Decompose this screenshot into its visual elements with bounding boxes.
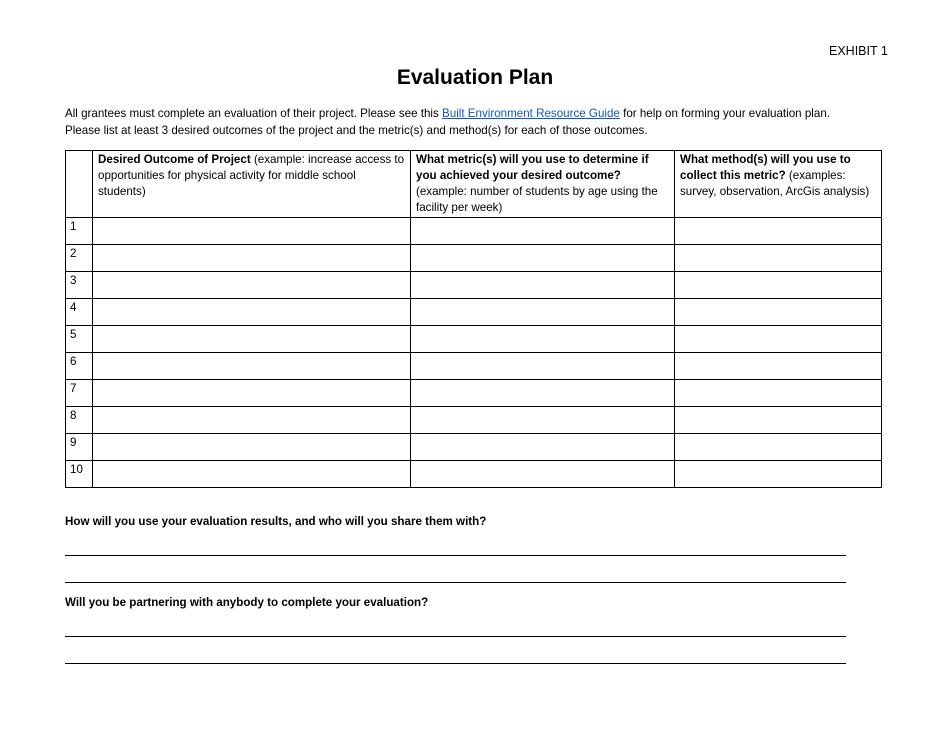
desired-outcome-cell[interactable] — [93, 326, 411, 353]
desired-outcome-cell[interactable] — [93, 407, 411, 434]
table-row — [66, 299, 882, 326]
table-body — [66, 218, 882, 488]
table-row — [66, 380, 882, 407]
header-desired-outcome — [93, 151, 411, 218]
metric-cell[interactable] — [411, 434, 675, 461]
row-number: 7 — [66, 380, 93, 407]
desired-outcome-cell[interactable] — [93, 245, 411, 272]
table-row — [66, 353, 882, 380]
row-number: 9 — [66, 434, 93, 461]
desired-outcome-cell[interactable] — [93, 218, 411, 245]
intro-paragraph — [65, 106, 895, 139]
desired-outcome-heading: Desired Outcome of Project — [98, 153, 251, 166]
table-row — [66, 434, 882, 461]
desired-outcome-cell[interactable] — [93, 461, 411, 488]
metric-cell[interactable] — [411, 245, 675, 272]
method-cell[interactable] — [675, 434, 882, 461]
metric-cell[interactable] — [411, 272, 675, 299]
row-number: 2 — [66, 245, 93, 272]
method-cell[interactable] — [675, 218, 882, 245]
answer-line-3[interactable] — [65, 636, 846, 637]
method-cell[interactable] — [675, 299, 882, 326]
row-number: 3 — [66, 272, 93, 299]
answer-line-4[interactable] — [65, 663, 846, 664]
header-metric — [411, 151, 675, 218]
table-row — [66, 218, 882, 245]
metric-cell[interactable] — [411, 380, 675, 407]
intro-line-1 — [65, 106, 895, 123]
desired-outcome-cell[interactable] — [93, 299, 411, 326]
table-row — [66, 326, 882, 353]
method-cell[interactable] — [675, 461, 882, 488]
method-cell[interactable] — [675, 245, 882, 272]
method-cell[interactable] — [675, 353, 882, 380]
evaluation-table — [65, 150, 882, 488]
metric-heading: What metric(s) will you use to determine if you achieved your desired outcome? — [416, 153, 649, 182]
metric-cell[interactable] — [411, 353, 675, 380]
page-title: Evaluation Plan — [396, 66, 554, 89]
method-cell[interactable] — [675, 272, 882, 299]
row-number: 4 — [66, 299, 93, 326]
metric-cell[interactable] — [411, 326, 675, 353]
method-cell[interactable] — [675, 326, 882, 353]
question-partnering: Will you be partnering with anybody to complete your evaluation? — [65, 596, 429, 609]
row-number: 6 — [66, 353, 93, 380]
metric-cell[interactable] — [411, 461, 675, 488]
desired-outcome-cell[interactable] — [93, 353, 411, 380]
table-row — [66, 245, 882, 272]
desired-outcome-cell[interactable] — [93, 434, 411, 461]
header-number-cell — [66, 151, 93, 218]
metric-example: (example: number of students by age using the facility per week) — [416, 185, 658, 214]
method-cell[interactable] — [675, 407, 882, 434]
intro-text-before-link: All grantees must complete an evaluation of their project. Please see this — [65, 107, 439, 120]
desired-outcome-example: (example: increase access to opportunities for physical activity for middle school students) — [98, 153, 405, 198]
header-method — [675, 151, 882, 218]
table-row — [66, 461, 882, 488]
question-share-results: How will you use your evaluation results, and who will you share them with? — [65, 515, 487, 528]
row-number: 5 — [66, 326, 93, 353]
table-row — [66, 407, 882, 434]
desired-outcome-cell[interactable] — [93, 380, 411, 407]
metric-cell[interactable] — [411, 407, 675, 434]
desired-outcome-cell[interactable] — [93, 272, 411, 299]
row-number: 10 — [66, 461, 93, 488]
answer-line-2[interactable] — [65, 582, 846, 583]
intro-text-after-link: for help on forming your evaluation plan. — [623, 107, 830, 120]
row-number: 1 — [66, 218, 93, 245]
exhibit-label: EXHIBIT 1 — [829, 44, 888, 58]
resource-guide-link[interactable]: Built Environment Resource Guide — [442, 107, 620, 120]
intro-line-2: Please list at least 3 desired outcomes of the project and the metric(s) and method(s) for each of those outcomes. — [65, 123, 648, 137]
metric-cell[interactable] — [411, 218, 675, 245]
method-example: (examples: survey, observation, ArcGis analysis) — [680, 169, 870, 198]
metric-cell[interactable] — [411, 299, 675, 326]
answer-line-1[interactable] — [65, 555, 846, 556]
method-heading: What method(s) will you use to collect this metric? — [680, 153, 851, 182]
row-number: 8 — [66, 407, 93, 434]
method-cell[interactable] — [675, 380, 882, 407]
table-row — [66, 272, 882, 299]
table-header-row — [66, 151, 882, 218]
